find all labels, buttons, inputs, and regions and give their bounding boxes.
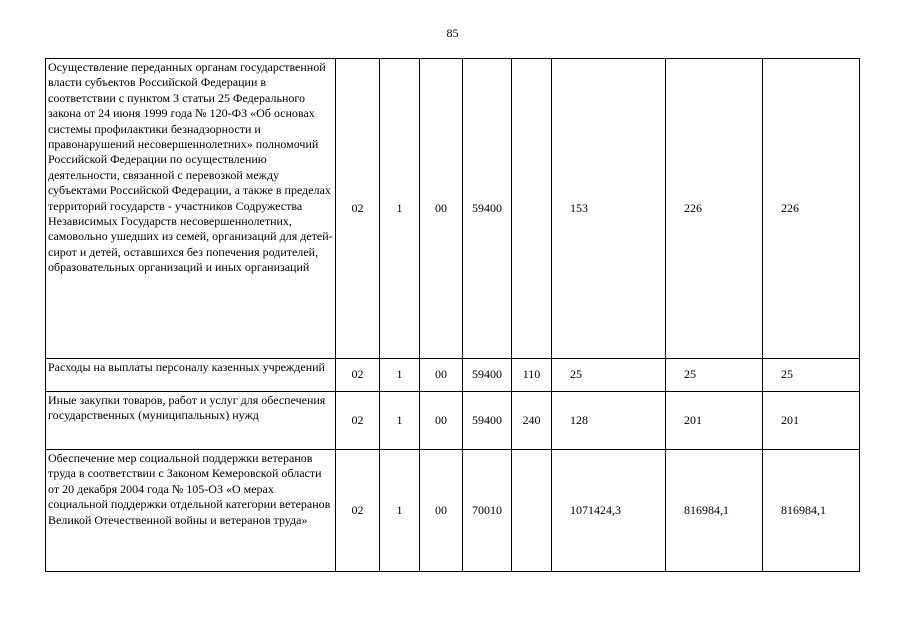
expense-type-code: [512, 450, 552, 572]
amount-year-3: 25: [763, 359, 860, 392]
budget-table: [45, 58, 860, 572]
amount-year-2: 25: [666, 359, 763, 392]
table-row: [46, 392, 860, 450]
table-row: [46, 450, 860, 572]
amount-year-2: 201: [666, 392, 763, 450]
amount-year-1: 128: [552, 392, 666, 450]
table-row: [46, 59, 860, 359]
row-description: Обеспечение мер социальной поддержки ветеранов труда в соответствии с Законом Кемеровской области от 20 декабря 2004 года № 105-ОЗ «О мерах социальной поддержки отдельной категории ветеранов Великой Отечественной войны и ветеранов труда»: [46, 450, 336, 572]
direction-code: 59400: [463, 59, 512, 359]
program-code: 1: [380, 392, 420, 450]
subprogram-code: 00: [420, 59, 463, 359]
section-code: 02: [336, 450, 380, 572]
row-description: Осуществление переданных органам государственной власти субъектов Российской Федерации в соответствии с пунктом 3 статьи 25 Федерального закона от 24 июня 1999 года № 120-ФЗ «Об основах системы профилактики безнадзорности и правонарушений несовершеннолетних» полномочий Российской Федерации по осуществлению деятельности, связанной с перевозкой между субъектами Российской Федерации, а также в пределах территорий государств - участников Содружества Независимых Государств несовершеннолетних, самовольно ушедших из семей, организаций для детей-сирот и детей, оставшихся без попечения родителей, образовательных организаций и иных организаций: [46, 59, 336, 359]
section-code: 02: [336, 359, 380, 392]
section-code: 02: [336, 59, 380, 359]
program-code: 1: [380, 359, 420, 392]
amount-year-3: 816984,1: [763, 450, 860, 572]
amount-year-1: 1071424,3: [552, 450, 666, 572]
expense-type-code: [512, 59, 552, 359]
amount-year-3: 201: [763, 392, 860, 450]
subprogram-code: 00: [420, 359, 463, 392]
amount-year-1: 25: [552, 359, 666, 392]
amount-year-3: 226: [763, 59, 860, 359]
amount-year-1: 153: [552, 59, 666, 359]
direction-code: 59400: [463, 359, 512, 392]
amount-year-2: 816984,1: [666, 450, 763, 572]
section-code: 02: [336, 392, 380, 450]
program-code: 1: [380, 450, 420, 572]
program-code: 1: [380, 59, 420, 359]
page-number: 85: [446, 26, 459, 40]
direction-code: 59400: [463, 392, 512, 450]
row-description: Расходы на выплаты персоналу казенных учреждений: [46, 359, 336, 392]
amount-year-2: 226: [666, 59, 763, 359]
subprogram-code: 00: [420, 450, 463, 572]
table-row: [46, 359, 860, 392]
subprogram-code: 00: [420, 392, 463, 450]
row-description: Иные закупки товаров, работ и услуг для обеспечения государственных (муниципальных) нужд: [46, 392, 336, 450]
expense-type-code: 240: [512, 392, 552, 450]
direction-code: 70010: [463, 450, 512, 572]
expense-type-code: 110: [512, 359, 552, 392]
